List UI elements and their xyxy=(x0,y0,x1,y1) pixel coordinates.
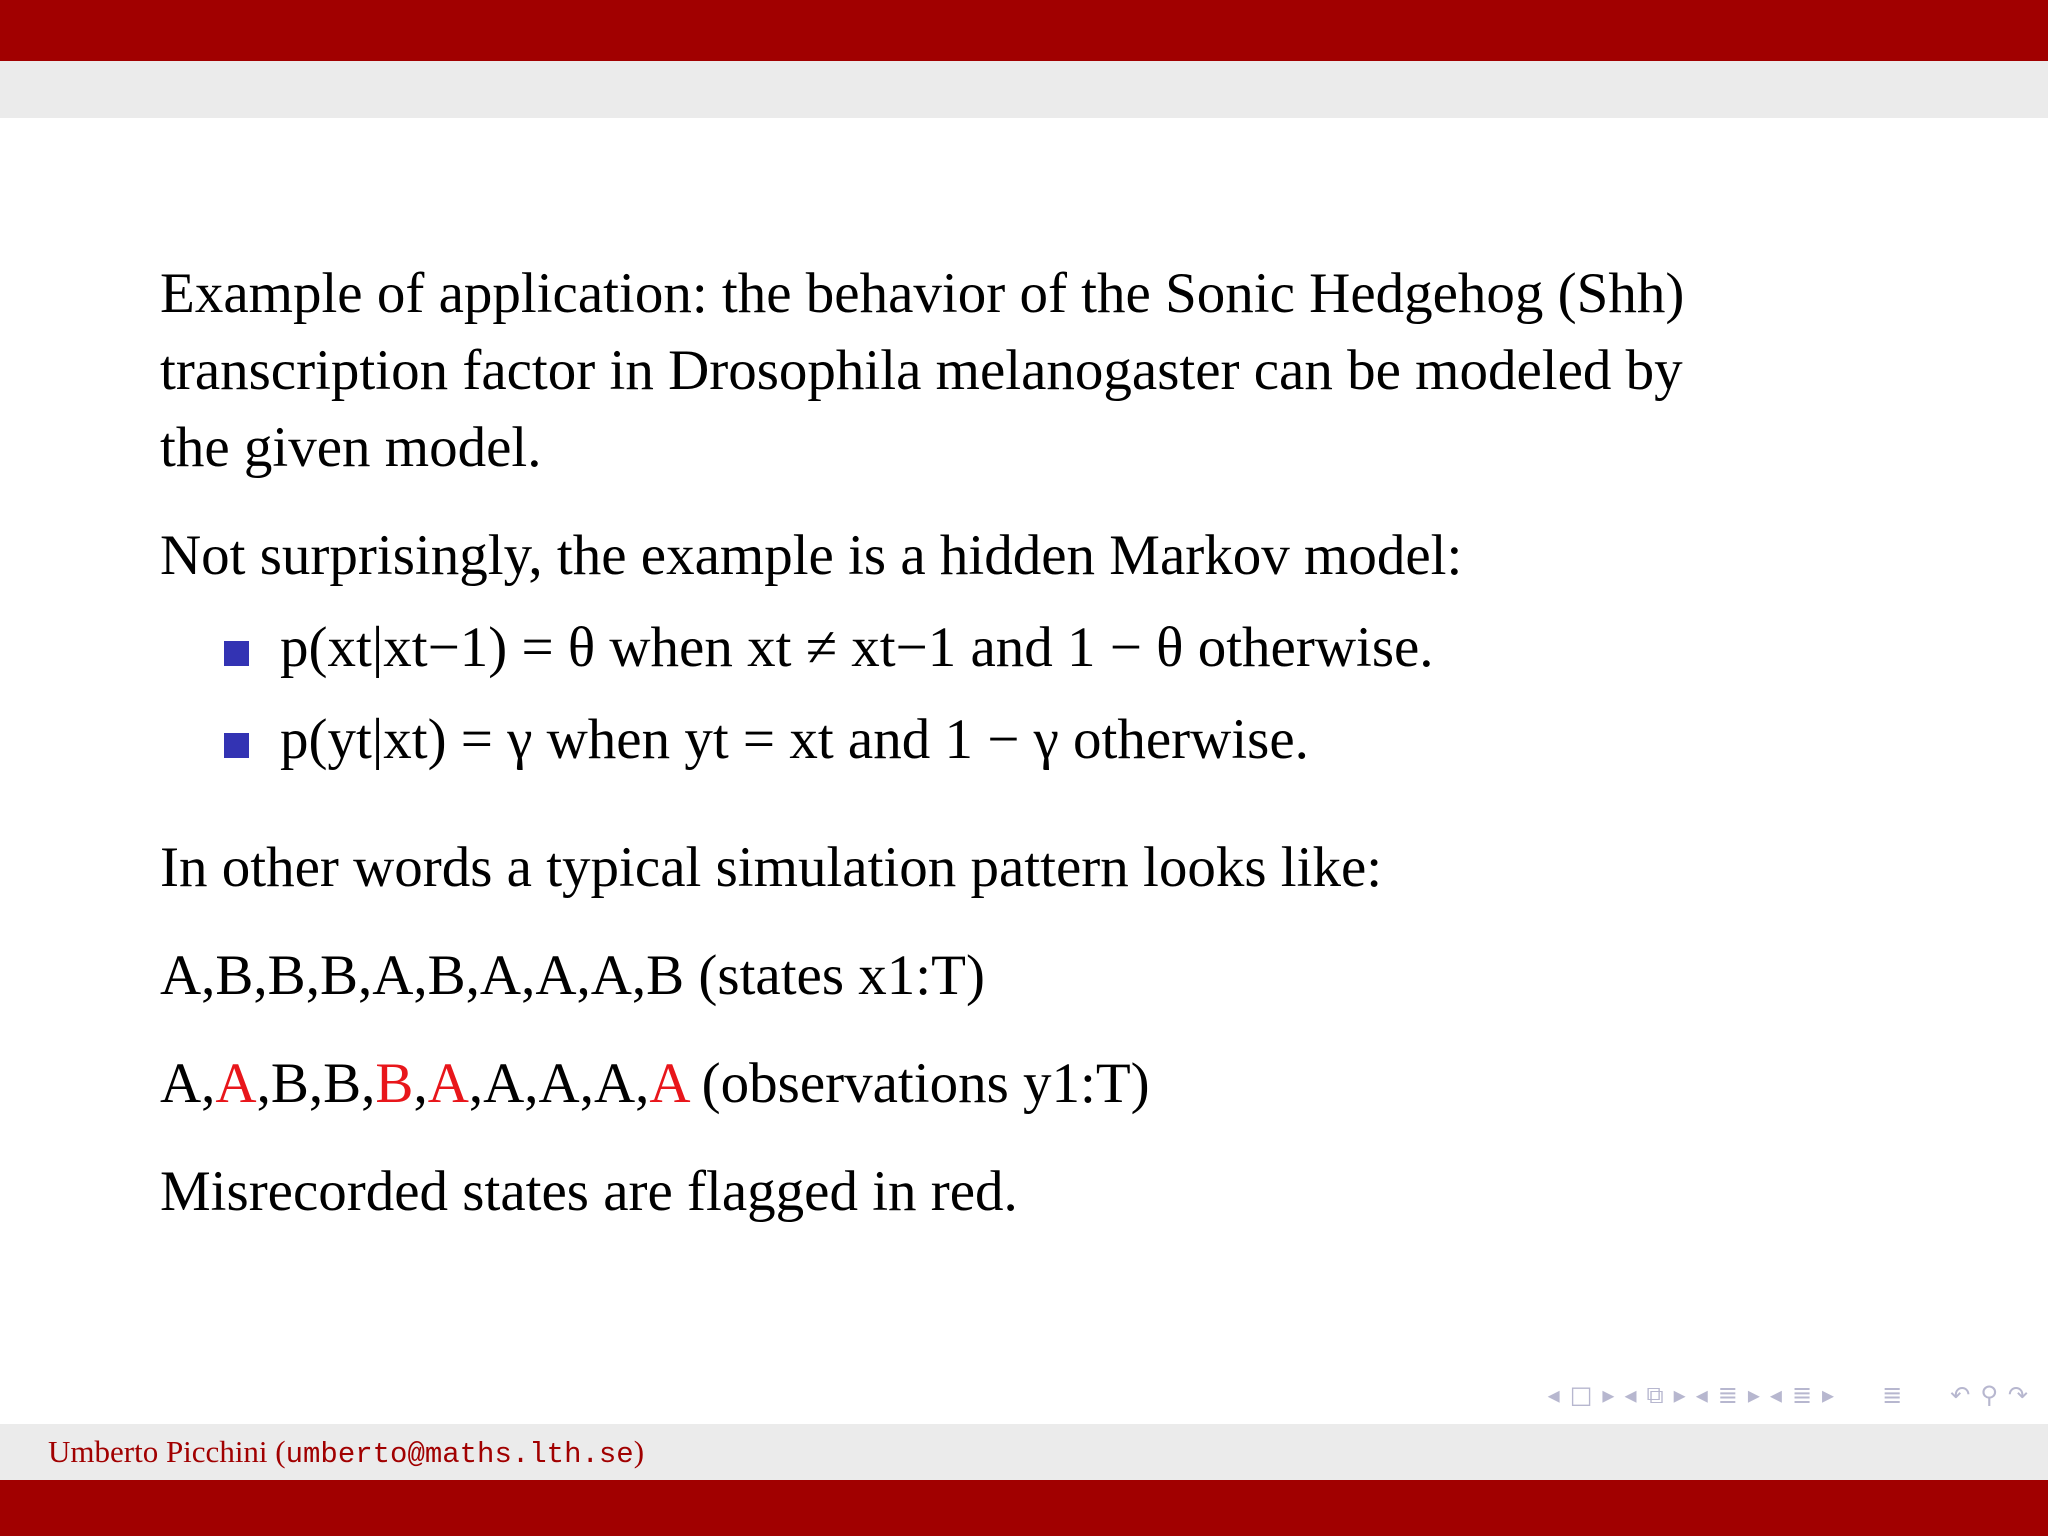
states-line xyxy=(160,937,985,1014)
bullet-item-emission xyxy=(280,701,1309,778)
states-caption: (states x1:T) xyxy=(698,944,985,1007)
bullet-emission-text: p(yt|xt) = γ when yt = xt and 1 − γ otherwise. xyxy=(280,708,1309,771)
next-slide-icon[interactable]: ▸ xyxy=(1673,1381,1686,1409)
next-frame-icon[interactable]: ▸ xyxy=(1602,1381,1615,1409)
bullet-item-transition xyxy=(280,609,1434,686)
next-subsection-icon[interactable]: ▸ xyxy=(1747,1381,1760,1409)
observations-sequence: A,A,B,B,B,A,A,A,A,A xyxy=(160,1052,688,1115)
hmm-lead: Not surprisingly, the example is a hidden Markov model: xyxy=(160,524,1463,587)
observation-token: A xyxy=(538,1052,580,1115)
section-icon[interactable]: ≣ xyxy=(1791,1381,1813,1409)
observations-caption: (observations y1:T) xyxy=(701,1052,1150,1115)
toc-icon[interactable]: ≣ xyxy=(1882,1381,1903,1409)
simulation-lead: In other words a typical simulation pattern looks like: xyxy=(160,836,1383,899)
prev-slide-icon[interactable]: ◂ xyxy=(1624,1381,1637,1409)
back-icon[interactable]: ↶ xyxy=(1950,1381,1971,1409)
footer-author-line: Umberto Picchini (umberto@maths.lth.se) xyxy=(48,1434,645,1471)
closing-note: Misrecorded states are flagged in red. xyxy=(160,1160,1018,1223)
beamer-navigation xyxy=(1548,1381,2028,1409)
bullet-marker xyxy=(224,641,249,666)
subsection-icon[interactable]: ≣ xyxy=(1717,1381,1738,1409)
footer-author: Umberto Picchini xyxy=(48,1434,268,1469)
observation-token: A xyxy=(160,1052,202,1115)
observations-line xyxy=(160,1045,1150,1122)
observation-token: B xyxy=(323,1052,362,1115)
header-strip xyxy=(0,61,2048,118)
prev-subsection-icon[interactable]: ◂ xyxy=(1695,1381,1708,1409)
intro-line-2: transcription factor in Drosophila melanogaster can be modeled by xyxy=(160,339,1683,402)
footer-bar xyxy=(0,1480,2048,1536)
header-bar xyxy=(0,0,2048,61)
slide-icon[interactable]: ⧉ xyxy=(1646,1381,1664,1409)
footer-email: umberto@maths.lth.se xyxy=(285,1438,634,1471)
intro-line-1: Example of application: the behavior of the Sonic Hedgehog (Shh) xyxy=(160,262,1685,325)
bullet-transition-text: p(xt|xt−1) = θ when xt ≠ xt−1 and 1 − θ otherwise. xyxy=(280,616,1434,679)
misrecorded-observation: A xyxy=(649,1052,688,1115)
forward-icon[interactable]: ↷ xyxy=(2007,1381,2028,1409)
prev-frame-icon[interactable]: ◂ xyxy=(1547,1381,1560,1409)
misrecorded-observation: B xyxy=(375,1052,414,1115)
observation-token: A xyxy=(483,1052,525,1115)
frame-icon[interactable]: □ xyxy=(1569,1381,1593,1409)
observation-token: B xyxy=(270,1052,309,1115)
prev-section-icon[interactable]: ◂ xyxy=(1769,1381,1782,1409)
misrecorded-observation: A xyxy=(427,1052,469,1115)
intro-line-3: the given model. xyxy=(160,416,542,479)
observation-token: A xyxy=(593,1052,636,1115)
bullet-marker xyxy=(224,733,249,758)
states-sequence: A,B,B,B,A,B,A,A,A,B xyxy=(160,944,685,1007)
misrecorded-observation: A xyxy=(215,1052,257,1115)
search-icon[interactable]: ⚲ xyxy=(1980,1381,1998,1409)
next-section-icon[interactable]: ▸ xyxy=(1822,1381,1835,1409)
